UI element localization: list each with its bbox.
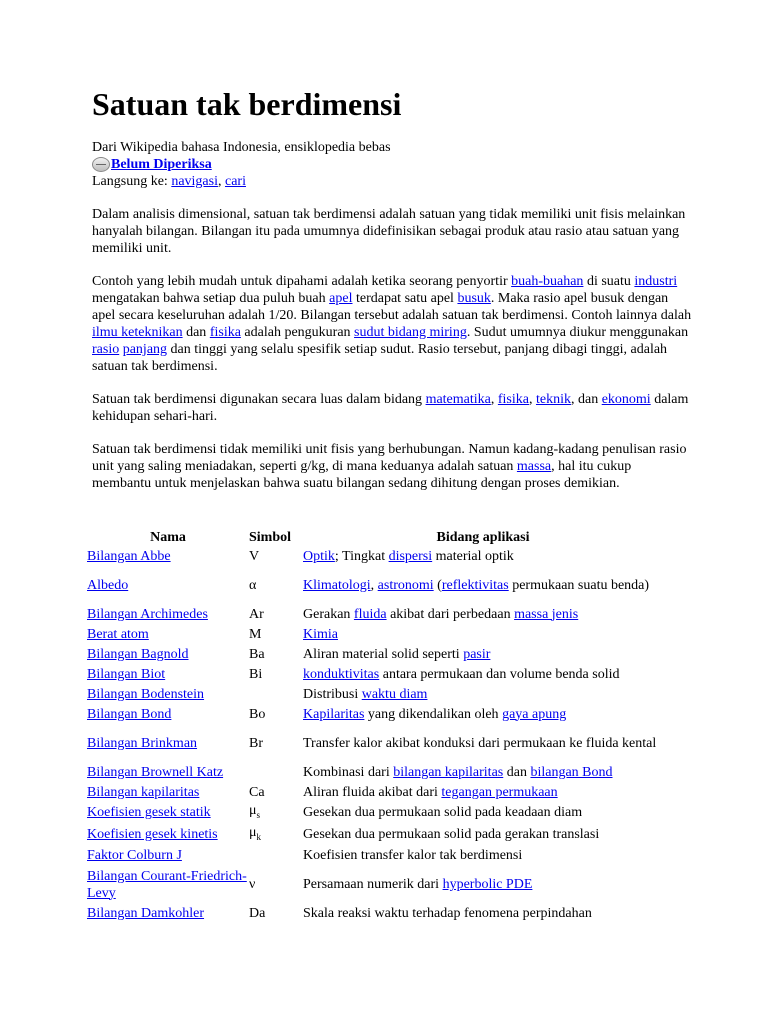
wiki-link[interactable]: matematika [425,392,491,407]
text-run: dan [182,325,210,340]
text-run: Skala reaksi waktu terhadap fenomena perpindahan [303,906,592,922]
review-status [92,156,692,173]
table-row [86,904,663,924]
wiki-link[interactable]: gaya apung [502,706,567,722]
row-application-cell [303,824,663,846]
row-name-cell [86,762,249,782]
row-name-link[interactable]: Koefisien gesek kinetis [87,827,218,843]
row-name-cell [86,546,249,566]
text-run: adalah pengukuran [240,325,355,340]
page-title: Satuan tak berdimensi [92,86,402,122]
row-symbol-cell: Da [249,906,266,922]
wiki-link[interactable]: sudut bidang miring [354,325,467,340]
wiki-link[interactable]: massa jenis [514,606,579,622]
wiki-link[interactable]: bilangan Bond [530,764,613,780]
wiki-link[interactable]: ilmu keteknikan [92,325,183,340]
table-row [86,546,663,566]
text-run: terdapat satu apel [352,291,458,306]
row-symbol-cell: $\mu_s$ [249,803,261,820]
row-name-cell [86,904,249,924]
text-run: , [370,577,378,593]
row-name-cell [86,684,249,704]
row-name-link[interactable]: Faktor Colburn J [87,848,182,864]
row-application-cell [303,762,663,782]
text-run: material optik [432,548,514,564]
row-name-cell [86,566,249,604]
text-run: dan [503,764,531,780]
row-application-cell [303,566,663,604]
row-name-link[interactable]: Bilangan Biot [87,666,166,682]
wiki-link[interactable]: Kapilaritas [303,706,365,722]
jump-prefix: Langsung ke: [92,174,172,189]
wiki-link[interactable]: bilangan kapilaritas [393,764,504,780]
text-run: Satuan tak berdimensi digunakan secara luas dalam bidang [92,392,426,407]
text-run: yang dikendalikan oleh [364,706,503,722]
wiki-link[interactable]: massa [516,459,552,474]
text-run: Persamaan numerik dari [303,877,443,893]
header-symbol: Simbol [249,529,292,545]
wiki-link[interactable]: rasio [92,342,120,357]
unchecked-status-icon [92,157,110,172]
row-application-cell [303,604,663,624]
row-name-link[interactable]: Bilangan kapilaritas [87,784,200,800]
text-run: dan tinggi yang selalu spesifik setiap sudut. Rasio tersebut, panjang dibagi tinggi, adalah satuan tak berdimensi. [92,342,668,374]
text-run: , [528,392,536,407]
row-application-cell [303,782,663,802]
jump-links [92,173,692,190]
text-run: Transfer kalor akibat konduksi dari permukaan ke fluida kental [303,735,657,751]
text-run: . Maka rasio apel busuk dengan apel secara keseluruhan adalah 1/20. Bilangan tersebut adalah satuan tak berdimensi. Contoh lainnya dalah [92,291,692,323]
text-run: antara permukaan dan volume benda solid [379,666,620,682]
table-row [86,704,663,724]
row-application-cell [303,624,663,644]
wiki-link[interactable]: panjang [122,342,168,357]
wiki-link[interactable]: waktu diam [361,686,428,702]
row-name-cell [86,866,249,904]
text-run: Contoh yang lebih mudah untuk dipahami adalah ketika seorang penyortir [92,274,512,289]
text-run: , hal itu cukup membantu untuk menjelaskan bahwa suatu bilangan sedang dihitung dengan proses demikian. [92,459,632,491]
review-status-link[interactable]: Belum Diperiksa [111,157,212,172]
row-application-cell [303,704,663,724]
row-name-link[interactable]: Bilangan Archimedes [87,606,208,622]
row-name-cell [86,624,249,644]
row-name-cell [86,664,249,684]
table-row [86,684,663,704]
row-name-cell [86,802,249,824]
wiki-link[interactable]: teknik [535,392,571,407]
text-run: , dan [570,392,602,407]
row-symbol-cell: Bo [249,706,266,722]
row-name-link[interactable]: Berat atom [87,626,149,642]
text-run: . Sudut umumnya diukur menggunakan [466,325,689,340]
text-run: permukaan suatu benda) [508,577,650,593]
text-run: di suatu [583,274,635,289]
table-row [86,664,663,684]
text-run: Koefisien transfer kalor tak berdimensi [303,848,523,864]
header-name: Nama [150,529,186,545]
row-symbol-cell: Br [249,735,263,751]
table-row [86,866,663,904]
wiki-link[interactable]: buah-buahan [511,274,584,289]
text-run: Distribusi [303,686,362,702]
units-paragraph [92,441,692,492]
row-name-link[interactable]: Bilangan Bodenstein [87,686,205,702]
row-application-cell [303,546,663,566]
row-name-link[interactable]: Albedo [87,577,129,593]
row-application-cell [303,846,663,866]
wiki-link[interactable]: busuk [457,291,491,306]
table-row [86,604,663,624]
row-name-link[interactable]: Bilangan Abbe [87,548,171,564]
intro-paragraph: Dalam analisis dimensional, satuan tak berdimensi adalah satuan yang tidak memiliki unit fisis melainkan hanyalah bilangan. Bilangan itu pada umumnya didefinisikan sebagai produk atau rasio atau satuan yang memiliki unit. [92,207,686,256]
wiki-link[interactable]: Klimatologi [303,577,371,593]
table-row [86,724,663,762]
row-name-cell [86,644,249,664]
wiki-link[interactable]: tegangan permukaan [441,784,558,800]
row-name-cell [86,782,249,802]
table-row [86,624,663,644]
wiki-link[interactable]: astronomi [377,577,434,593]
table-row [86,824,663,846]
jump-separator: , [217,174,225,189]
text-run: ; Tingkat [334,548,389,564]
row-application-cell [303,802,663,824]
row-application-cell [303,724,663,762]
text-run: dalam kehidupan sehari-hari. [92,392,689,424]
row-name-link[interactable]: Bilangan Courant-Friedrich-Levy [87,868,247,901]
row-application-cell [303,866,663,904]
row-symbol-cell [249,684,303,704]
row-symbol-cell: V [249,548,260,564]
row-symbol-cell: $\mu_k$ [249,824,262,842]
row-name-link[interactable]: Bilangan Brownell Katz [87,764,224,780]
navigation-link[interactable]: navigasi [171,174,218,189]
row-symbol-cell [249,762,303,782]
row-name-cell [86,724,249,762]
row-name-cell [86,846,249,866]
row-symbol-cell: α [249,577,257,593]
row-name-link[interactable]: Koefisien gesek statik [87,805,211,821]
wiki-link[interactable]: Optik [303,548,335,564]
table-row [86,782,663,802]
text-run: Gerakan [303,606,354,622]
row-application-cell [303,664,663,684]
row-symbol-cell: ν [249,877,256,893]
table-row [86,846,663,866]
row-name-link[interactable]: Bilangan Bagnold [87,646,189,662]
article-subheader [92,139,692,190]
usage-paragraph [92,391,692,425]
wiki-link[interactable]: hyperbolic PDE [442,877,533,893]
table-row [86,802,663,824]
wiki-link[interactable]: dispersi [388,548,433,564]
wiki-link[interactable]: industri [634,274,678,289]
text-run: , [490,392,498,407]
wiki-link[interactable]: reflektivitas [441,577,509,593]
table-header-row [86,528,663,546]
text-run: Satuan tak berdimensi tidak memiliki unit fisis yang berhubungan. Namun kadang-kadang penulisan rasio unit yang saling meniadakan, seperti g/kg, di mana keduanya adalah satuan [92,442,687,474]
article [92,84,692,492]
table-row [86,644,663,664]
text-run: Gesekan dua permukaan solid pada keadaan diam [303,805,583,821]
row-application-cell [303,644,663,664]
text-run: Aliran material solid seperti [303,646,464,662]
wiki-link[interactable]: konduktivitas [303,666,380,682]
text-run: Kombinasi dari [303,764,394,780]
row-name-cell [86,824,249,846]
header-application: Bidang aplikasi [436,529,530,545]
wiki-link[interactable]: ekonomi [601,392,651,407]
wiki-link[interactable]: Kimia [303,626,338,642]
row-application-cell [303,684,663,704]
search-link[interactable]: cari [224,174,246,189]
example-paragraph [92,273,692,375]
row-symbol-cell: Bi [249,666,263,682]
row-symbol-cell: Ba [249,646,265,662]
text-run: akibat dari perbedaan [386,606,515,622]
wiki-link[interactable]: apel [329,291,353,306]
text-run: mengatakan bahwa setiap dua puluh buah [92,291,330,306]
wiki-link[interactable]: fisika [497,392,529,407]
row-name-link[interactable]: Bilangan Damkohler [87,906,205,922]
row-application-cell [303,904,663,924]
source-line: Dari Wikipedia bahasa Indonesia, ensiklopedia bebas [92,140,391,155]
wiki-link[interactable]: pasir [463,646,491,662]
table-row [86,566,663,604]
text-run: Aliran fluida akibat dari [303,784,442,800]
wiki-link[interactable]: fisika [209,325,241,340]
row-symbol-cell: Ar [249,606,264,622]
text-run: Gesekan dua permukaan solid pada gerakan translasi [303,827,600,843]
row-symbol-cell: M [249,626,262,642]
row-name-cell [86,604,249,624]
wiki-link[interactable]: fluida [353,606,387,622]
table-body [86,546,663,924]
row-name-cell [86,704,249,724]
text-run: ( [433,577,442,593]
row-name-link[interactable]: Bilangan Brinkman [87,735,198,751]
dimensionless-units-table [86,528,663,924]
table-row [86,762,663,782]
row-symbol-cell: Ca [249,784,265,800]
row-symbol-cell [249,846,303,866]
row-name-link[interactable]: Bilangan Bond [87,706,172,722]
